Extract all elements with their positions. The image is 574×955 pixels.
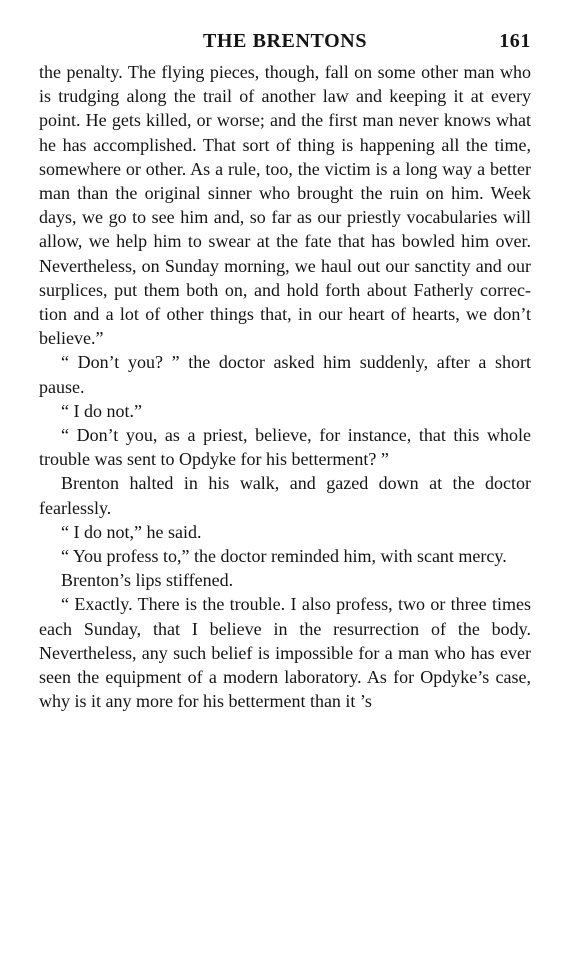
body-text xyxy=(39,60,531,713)
paragraph: “ Don’t you, as a priest, believe, for instance, that this whole trouble was sent to Opdyke for his betterment? ” xyxy=(39,425,531,470)
page-header xyxy=(39,26,531,60)
paragraph: “ I do not,” he said. xyxy=(61,521,202,542)
paragraph: Brenton halted in his walk, and gazed down at the doctor fearlessly. xyxy=(39,473,531,518)
running-title: THE BRENTONS xyxy=(202,30,368,52)
paragraph: “ I do not.” xyxy=(61,400,142,421)
book-page xyxy=(39,26,531,713)
page-number: 161 xyxy=(499,30,531,52)
paragraph: “ You profess to,” the doctor reminded him, with scant mercy. xyxy=(61,546,507,567)
paragraph: “ Don’t you? ” the doctor asked him suddenly, after a short pause. xyxy=(39,352,531,397)
paragraph-continued: the penalty. The flying pieces, though, fall on some other man who is trudging along the trail of another law and keeping it at every point. He gets killed, or worse; and the first man never knows what he has accomplished. That sort of thing is happening all the time, somewhere or other. As a rule, too, the victim is a long way a better man than the original sinner who brought the ruin on him. Week days, we go to see him and, so far as our priestly vocabularies will allow, we help him to swear at the fate that has bowled him over. Nevertheless, on Sunday morning, we haul out our sanctity and our surplices, put them both on, and hold forth about Fatherly correction and a lot of other things that, in our heart of hearts, we don’t believe.” xyxy=(39,62,531,349)
paragraph: Brenton’s lips stiffened. xyxy=(61,570,234,591)
paragraph: “ Exactly. There is the trouble. I also profess, two or three times each Sunday, that I believe in the resurrection of the body. Nevertheless, any such belief is impossible for a man who has ever seen the equipment of a modern laboratory. As for Opdyke’s case, why is it any more for his betterment than it ’s xyxy=(39,594,531,712)
